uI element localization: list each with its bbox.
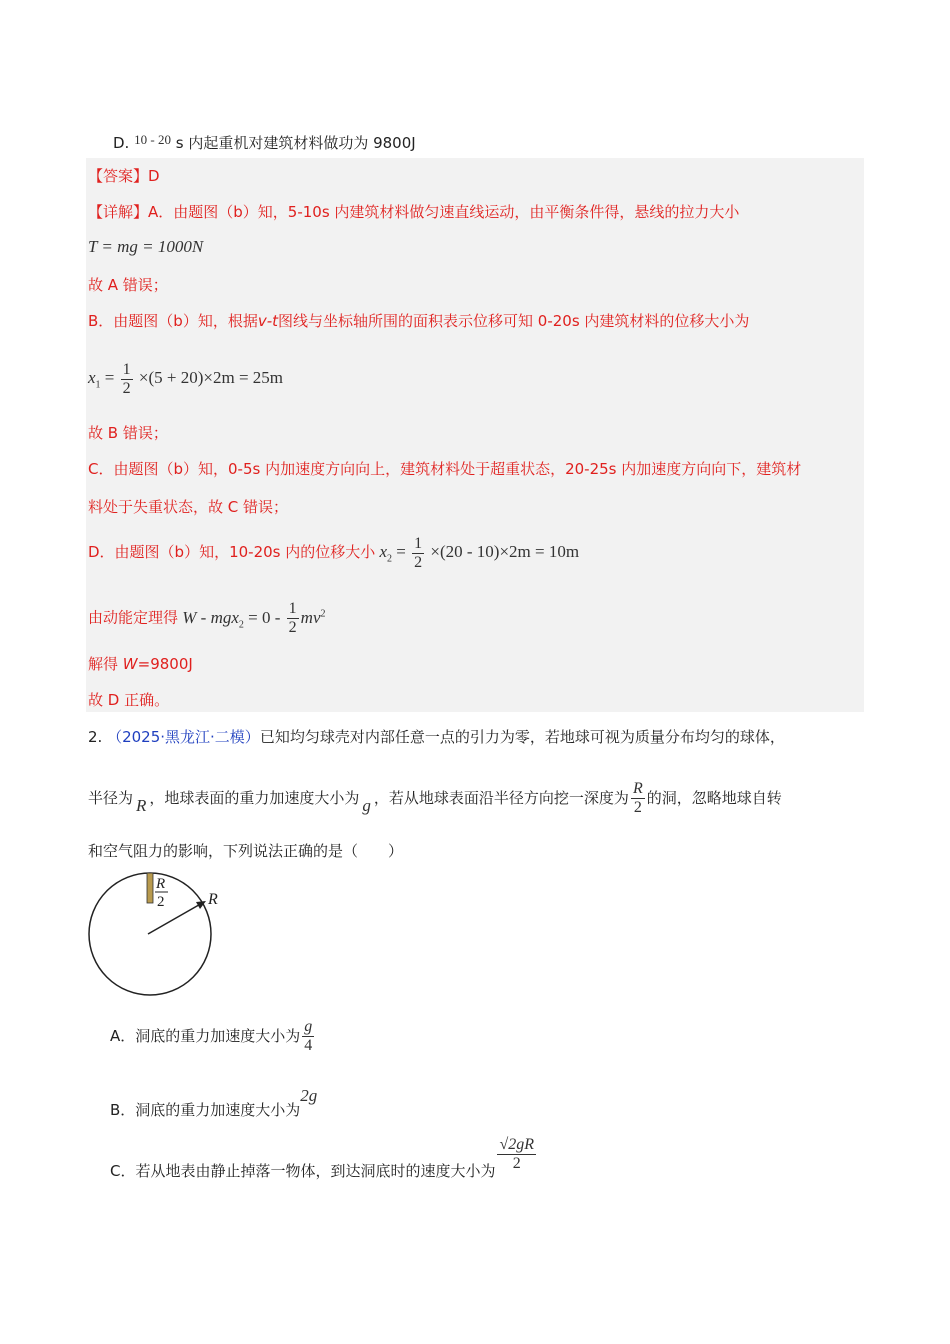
option-d-line [113, 128, 416, 155]
hole-shaft [147, 873, 153, 903]
option-b-value: 2g [300, 1086, 318, 1105]
q2-text-2d: 的洞，忽略地球自转 [646, 789, 782, 807]
detail-label: 【详解】 [88, 203, 149, 221]
option-d-text: s 内起重机对建筑材料做功为 9800J [175, 134, 416, 152]
w-symbol: W [122, 655, 138, 673]
option-c[interactable] [110, 1136, 538, 1195]
b-text-1: B．由题图（b）知，根据 [88, 312, 258, 330]
symbol-r: R [136, 796, 147, 815]
detail-a-line [88, 200, 739, 224]
q2-text-2a: 半径为 [88, 789, 134, 807]
vt-label: v-t [257, 312, 278, 330]
solve-value: =9800J [137, 655, 193, 673]
earth-figure [80, 866, 240, 1002]
q2-text-1: 已知均匀球壳对内部任意一点的引力为零，若地球可视为质量分布均匀的球体， [259, 728, 785, 746]
energy-equation: W - mgx$_2$ = 0 - $\frac{1}{2}$ $mv^2$ [182, 600, 326, 637]
q2-text-2c: ，若从地球表面沿半径方向挖一深度为 [373, 789, 629, 807]
option-a[interactable] [110, 1014, 316, 1058]
option-b-text: B．洞底的重力加速度大小为 [110, 1101, 301, 1119]
answer-label: 【答案】D [88, 167, 160, 185]
d-conclusion: 故 D 正确。 [88, 691, 170, 709]
question-2-line-2 [88, 776, 782, 828]
b-text-2: 图线与坐标轴所围的面积表示位移可知 0-20s 内建筑材料的位移大小为 [278, 312, 750, 330]
energy-eq-2: = 0 - [248, 607, 281, 627]
figure-label-den: 2 [157, 894, 165, 910]
b-equation: $x_1$ = $\frac{1}{2}$ ×(5 + 20)×2m = 25m [88, 360, 284, 397]
half-fraction: $\frac{1}{2}$ [288, 600, 297, 637]
d-text: D．由题图（b）知，10-20s 内的位移大小 [88, 543, 376, 561]
question-number: 2. [88, 728, 103, 746]
q2-text-2b: ，地球表面的重力加速度大小为 [149, 789, 360, 807]
x2-symbol: x [379, 542, 388, 561]
detail-d-line [88, 532, 579, 579]
energy-eq-1: W - mgx [182, 607, 239, 627]
solve-text: 解得 [88, 655, 119, 673]
q2-text-3: 和空气阻力的影响，下列说法正确的是（ ） [88, 842, 404, 860]
question-2-line-1 [88, 725, 785, 749]
option-c-text: C．若从地表由静止掉落一物体，到达洞底时的速度大小为 [110, 1162, 496, 1180]
question-source: （2025·黑龙江·二模） [107, 728, 260, 746]
option-a-text: A．洞底的重力加速度大小为 [110, 1027, 301, 1045]
energy-text: 由动能定理得 [88, 608, 179, 627]
symbol-g: g [362, 796, 371, 815]
figure-label-r: R [208, 891, 218, 908]
solve-line [88, 652, 193, 676]
d-eq-rhs: ×(20 - 10)×2m = 10m [430, 542, 580, 561]
a-conclusion: 故 A 错误； [88, 276, 168, 294]
half-fraction: $\frac{1}{2}$ [414, 534, 423, 571]
c-text-2: 料处于失重状态，故 C 错误； [88, 498, 289, 516]
a-text: A．由题图（b）知，5-10s 内建筑材料做匀速直线运动，由平衡条件得，悬线的拉力大小 [148, 203, 740, 221]
detail-b-line [88, 309, 749, 333]
option-c-fraction: $\frac{√2gR}{2}$ [499, 1136, 535, 1172]
option-b[interactable] [110, 1074, 317, 1132]
x1-sub: 1 [95, 379, 101, 391]
r-half-fraction: $\frac{R}{2}$ [632, 780, 643, 816]
x1-symbol: x [88, 368, 96, 387]
c-text-1: C．由题图（b）知，0-5s 内加速度方向向上，建筑材料处于超重状态，20-25s 内加速度方向向下，建筑材 [88, 460, 802, 478]
option-a-fraction: $\frac{g}{4}$ [304, 1018, 313, 1054]
b-eq-rhs: ×(5 + 20)×2m = 25m [138, 368, 284, 387]
time-range: 10 - 20 [134, 132, 171, 147]
x2-sub: 2 [387, 553, 393, 565]
figure-label-num: R [156, 876, 166, 892]
b-conclusion: 故 B 错误； [88, 424, 168, 442]
half-fraction: $\frac{1}{2}$ [122, 360, 131, 397]
energy-line [88, 594, 326, 645]
a-equation: T = mg = 1000N [88, 237, 204, 256]
d-equation: $x_2$ = $\frac{1}{2}$ ×(20 - 10)×2m = 10m [379, 534, 580, 571]
energy-eq-3: mv [300, 607, 321, 627]
option-letter: D. [113, 134, 130, 152]
